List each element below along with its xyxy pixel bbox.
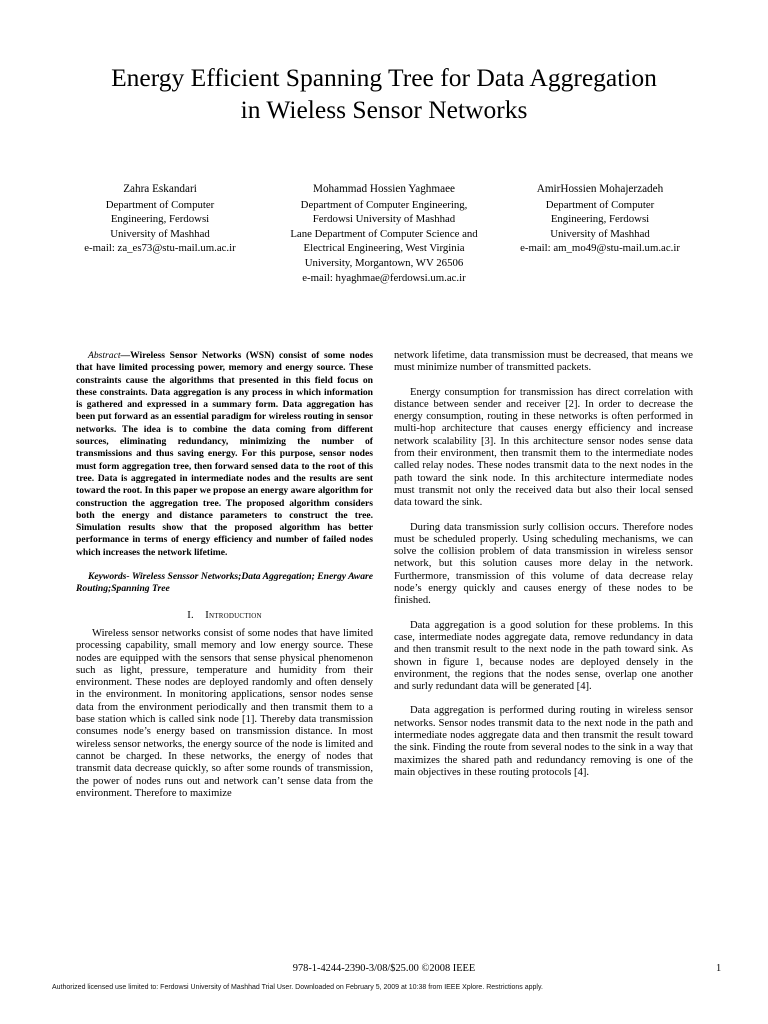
author-affiliation-line: University of Mashhad xyxy=(550,227,650,240)
paper-title xyxy=(40,62,728,126)
author-affiliation-line: Department of Computer xyxy=(105,198,215,211)
author-name: AmirHossien Mohajerzadeh xyxy=(536,183,664,195)
footer-copyright: 978-1-4244-2390-3/08/$25.00 ©2008 IEEE xyxy=(292,963,476,974)
author-affiliation-line: Engineering, Ferdowsi xyxy=(550,213,650,226)
author-affiliation-line: Department of Computer xyxy=(545,198,655,211)
author-3 xyxy=(490,182,710,256)
abstract xyxy=(76,350,373,559)
author-name: Mohammad Hossien Yaghmaee xyxy=(313,183,455,195)
body-paragraph: Wireless sensor networks consist of some nodes that have limited processing capability, small memory and low energy source. These nodes are equipped with the sensors that sense physical phenomenon such as light, pressure, temperature and humidity from their environment. These nodes are deployed randomly and often densely in the environment. In monitoring applications, sensor nodes sense data from the environment periodically and then transmit them to a base station which is called sink node [1]. Thereby data transmission consumes node’s energy based on transmission distance. In most wireless sensor networks, the energy source of the node is limited and cannot be charged. In these networks, the energy of nodes that transmit data decrease quickly, so after some rounds of transmission, the power of nodes runs out and network can’t sense data from the environment. Therefore to maximize xyxy=(76,627,373,799)
abstract-dash: — xyxy=(120,350,131,361)
author-affiliation-line: Department of Computer Engineering, xyxy=(300,198,468,211)
author-affiliation-line: Engineering, Ferdowsi xyxy=(110,213,210,226)
author-1 xyxy=(50,182,270,256)
right-column xyxy=(394,350,693,787)
body-paragraph: Data aggregation is performed during routing in wireless sensor networks. Sensor nodes transmit data to the next node in the path and intermediate nodes aggregate data and then transmit the result toward the sink. Finding the route from several nodes to the sink in a way that maximizes the shared path and redundancy removing is one of the main objectives in these routing protocols [4]. xyxy=(394,705,693,778)
author-email: e-mail: za_es73@stu-mail.um.ac.ir xyxy=(84,242,236,255)
section-numeral: I. xyxy=(187,609,194,621)
page-number: 1 xyxy=(716,963,722,974)
download-notice: Authorized licensed use limited to: Ferdowsi University of Mashhad Trial User. Downloaded on February 5, 2009 at 10:38 from IEEE Xplore. Restrictions apply. xyxy=(52,984,543,991)
author-affiliation-line: Lane Department of Computer Science and xyxy=(290,227,478,240)
author-affiliation-line: University of Mashhad xyxy=(110,227,210,240)
body-paragraph: network lifetime, data transmission must be decreased, that means we must minimize number of transmitted packets. xyxy=(394,350,693,374)
body-paragraph: During data transmission surly collision occurs. Therefore nodes must be scheduled properly. Using scheduling mechanisms, we can solve the collision problem of data transmission in wireless sensor network, but this solution causes more delay in the network. Furthermore, transmission of this volume of data decrease relay node’s energy quickly and causes energy of these nodes to be finished. xyxy=(394,521,693,607)
body-paragraph: Energy consumption for transmission has direct correlation with distance between sender and receiver [2]. In order to decrease the energy consumption, routing in these networks is often performed in multi-hop architecture that causes energy efficiency and increase network scalability [3]. In this architecture sensor nodes sense data from their environment, then transmit them to the intermediate nodes called relay nodes. These nodes transmit data to the next nodes in the path toward the sink node. In this architecture intermediate nodes must transmit not only the received data but also their local sensed data toward the sink. xyxy=(394,386,693,509)
author-name: Zahra Eskandari xyxy=(123,183,197,195)
author-email: e-mail: hyaghmae@ferdowsi.um.ac.ir xyxy=(302,271,466,284)
author-email: e-mail: am_mo49@stu-mail.um.ac.ir xyxy=(520,242,680,255)
abstract-lead: Abstract xyxy=(88,350,121,361)
author-affiliation-line: Electrical Engineering, West Virginia xyxy=(303,242,465,255)
title-line-2: in Wieless Sensor Networks xyxy=(240,95,528,124)
abstract-text: Wireless Sensor Networks (WSN) consist of some nodes that have limited processing power, memory and energy source. These constraints cause the algorithms that presented in this field focus on these constraints. Data aggregation is any process in which information is gathered and expressed in a summary form. Data aggregation has been put forward as an essential paradigm for wireless routing in sensor networks. The idea is to combine the data coming from different sources, eliminating redundancy, minimizing the number of transmissions and thus saving energy. For this purpose, sensor nodes must form aggregation tree, then forward sensed data to the root of this tree. Data is aggregated in intermediate nodes and the results are sent toward the root. In this paper we propose an energy aware algorithm for construction the aggregation tree. The proposed algorithm considers both the energy and distance parameters to construct the tree. Simulation results show that the proposed algorithm has better performance in terms of energy efficiency and number of failed nodes which increases the network lifetime. xyxy=(76,350,373,558)
title-line-1: Energy Efficient Spanning Tree for Data Aggregation xyxy=(111,63,657,92)
section-title: Introduction xyxy=(205,609,262,621)
body-paragraph: Data aggregation is a good solution for these problems. In this case, intermediate nodes aggregate data, remove redundancy in data and then transmit result to the next node in the path toward sink. As shown in figure 1, because nodes are deployed densely in the environment, the regions that the nodes sense, overlap one another and surly redundant data will be generated [4]. xyxy=(394,619,693,693)
author-affiliation-line: University, Morgantown, WV 26506 xyxy=(304,256,464,269)
keywords: Keywords- Wireless Senssor Networks;Data Aggregation; Energy Aware Routing;Spanning Tree xyxy=(76,571,373,595)
left-column xyxy=(76,350,373,808)
section-heading-introduction xyxy=(76,610,373,622)
author-2 xyxy=(262,182,506,285)
author-affiliation-line: Ferdowsi University of Mashhad xyxy=(312,213,456,226)
